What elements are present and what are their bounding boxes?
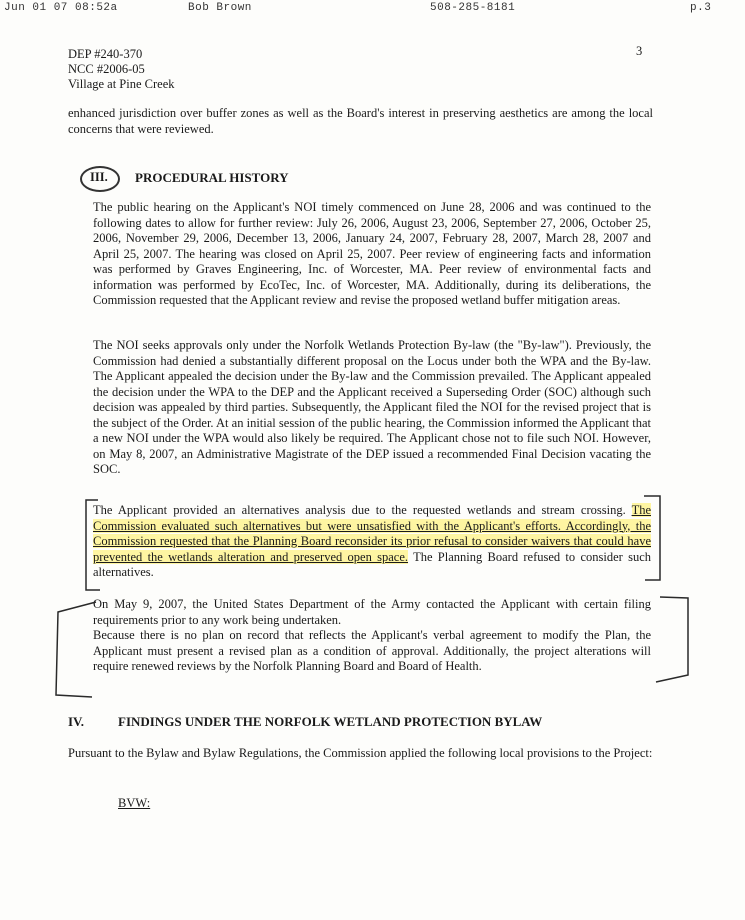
fax-phone: 508-285-8181 [430, 2, 516, 14]
left-bracket-lower [56, 602, 96, 697]
section3-paragraph2: The NOI seeks approvals only under the Norfolk Wetlands Protection By-law (the "By-law"). Previously, the Commission had denied a substantially different proposal on the Locus under both the WPA and the By-law. The Applicant appealed the decision under the By-law and the Commission prevailed. The Applicant appealed the decision under the WPA to the DEP and the Applicant received a Superseding Order (SOC) although such decision was appealed by third parties. Subsequently, the Applicant filed the NOI for the revised project that is the subject of the Order. At an initial session of the public hearing, the Commission informed the Applicant that a new NOI under the WPA would also likely be required. The Applicant chose not to file such NOI. However, on May 8, 2007, an Administrative Magistrate of the DEP issued a recommended Final Decision vacating the SOC. [93, 338, 651, 476]
section4-number: IV. [68, 714, 85, 729]
doc-header-project: Village at Pine Creek [68, 77, 175, 91]
p3-intro: The Applicant provided an alternatives analysis due to the requested wetlands and stream crossing. [93, 503, 632, 517]
fax-sender-name: Bob Brown [188, 2, 252, 14]
section3-paragraph1: The public hearing on the Applicant's NOI timely commenced on June 28, 2006 and was continued to the following dates to allow for further review: July 26, 2006, August 23, 2006, September 27, 2006, October 25, 2006, November 29, 2006, December 13, 2006, January 24, 2007, February 28, 2007, March 28, 2007 and April 25, 2007. The hearing was closed on April 25, 2007. Peer review of engineering facts and information was performed by Graves Engineering, Inc. of Worcester, MA. Peer review of environmental facts and information was performed by EcoTec, Inc. of Worcester, MA. Additionally, during its deliberations, the Commission requested that the Applicant review and revise the proposed wetland buffer mitigation areas. [93, 200, 651, 307]
section3-number: III. [90, 170, 108, 184]
page-number: 3 [636, 44, 643, 58]
fax-page: p.3 [690, 2, 712, 14]
section3-paragraph4: On May 9, 2007, the United States Department of the Army contacted the Applicant with certain filing requirements prior to any work being undertaken. [93, 597, 651, 627]
section3-paragraph5: Because there is no plan on record that reflects the Applicant's verbal agreement to modify the Plan, the Applicant must present a revised plan as a condition of approval. Additionally, the project alterations will require renewed reviews by the Norfolk Planning Board and Board of Health. [93, 628, 651, 673]
section3-title: PROCEDURAL HISTORY [135, 170, 289, 185]
fax-datetime: Jun 01 07 08:52a [4, 2, 118, 14]
p3-highlighted: The Commission evaluated such alternatives but were unsatisfied with the Applicant's efforts. Accordingly, the Commission requested that the Planning Board reconsider its prior refusal to consider waivers that could have prevented the wetlands alteration and preserved open space. [93, 503, 651, 564]
p3-outro: The Planning Board refused to consider such alternatives. [93, 549, 651, 579]
doc-header-ncc: NCC #2006-05 [68, 62, 145, 76]
section4-title: FINDINGS UNDER THE NORFOLK WETLAND PROTECTION BYLAW [118, 714, 543, 729]
section4-paragraph: Pursuant to the Bylaw and Bylaw Regulations, the Commission applied the following local provisions to the Project: [68, 746, 653, 760]
right-bracket-lower [656, 597, 688, 682]
right-bracket-upper [644, 496, 660, 580]
left-bracket-upper [86, 500, 100, 590]
doc-header-dep: DEP #240-370 [68, 47, 143, 61]
bvw-subheading: BVW: [118, 796, 151, 810]
intro-paragraph: enhanced jurisdiction over buffer zones as well as the Board's interest in preserving aesthetics are among the local concerns that were reviewed. [68, 106, 653, 136]
